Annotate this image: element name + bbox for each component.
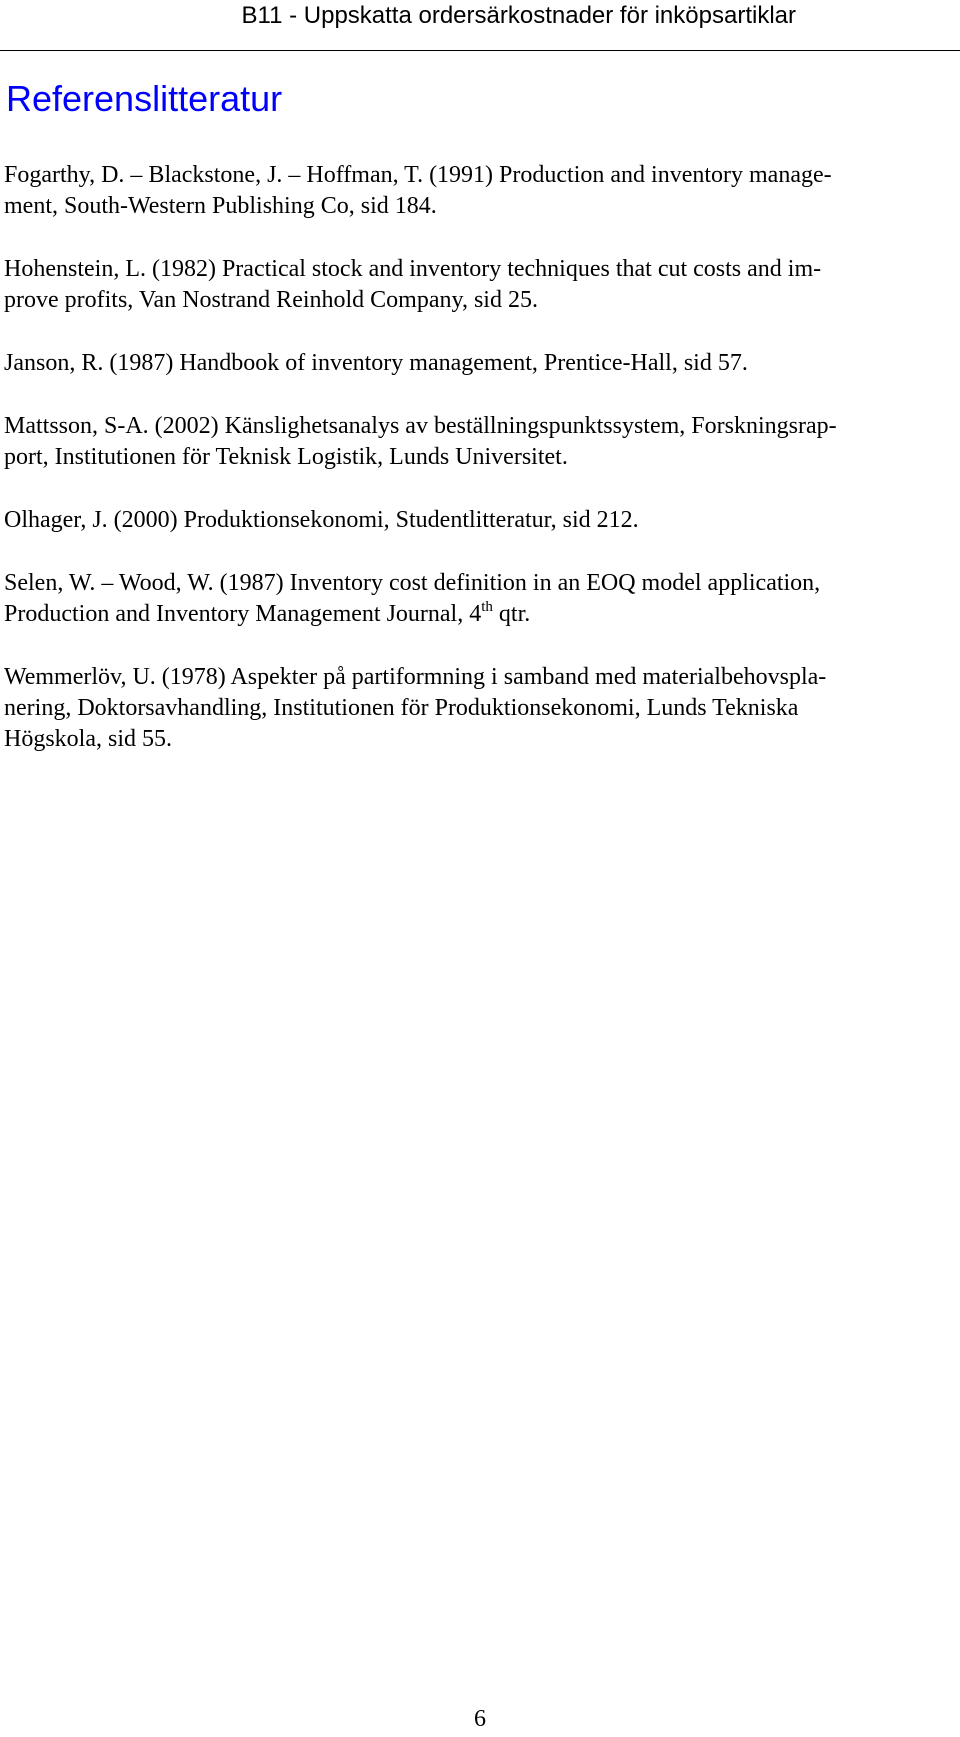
reference-line: Olhager, J. (2000) Produktionsekonomi, Studentlitteratur, sid 212. [4,507,639,533]
reference-mattsson [4,411,944,473]
reference-line: prove profits, Van Nostrand Reinhold Company, sid 25. [4,287,538,313]
page-header [0,0,960,51]
ordinal-superscript: th [481,599,493,615]
section-title: Referenslitteratur [6,78,283,119]
reference-line: ment, South-Western Publishing Co, sid 184. [4,193,437,219]
reference-line: Wemmerlöv, U. (1978) Aspekter på partiformning i samband med materialbehovspla- [4,664,827,690]
header-title: B11 - Uppskatta ordersärkostnader för inköpsartiklar [241,2,796,29]
reference-line-with-superscript [4,599,944,630]
reference-olhager [4,505,944,536]
reference-line: Selen, W. – Wood, W. (1987) Inventory cost definition in an EOQ model application, [4,570,821,596]
reference-list [4,160,944,787]
reference-line: Högskola, sid 55. [4,726,172,752]
reference-text: qtr. [492,601,531,627]
reference-line: Janson, R. (1987) Handbook of inventory management, Prentice-Hall, sid 57. [4,350,748,376]
reference-janson [4,348,944,379]
reference-hohenstein [4,254,944,316]
reference-text: Production and Inventory Management Journal, 4 [4,601,482,627]
reference-line: port, Institutionen för Teknisk Logistik, Lunds Universitet. [4,444,568,470]
reference-line: nering, Doktorsavhandling, Institutionen för Produktionsekonomi, Lunds Tekniska [4,695,799,721]
reference-line: Fogarthy, D. – Blackstone, J. – Hoffman, T. (1991) Production and inventory manage- [4,162,832,188]
reference-line: Mattsson, S-A. (2002) Känslighetsanalys av beställningspunktssystem, Forskningsrap- [4,413,837,439]
reference-line: Hohenstein, L. (1982) Practical stock and inventory techniques that cut costs and im- [4,256,822,282]
reference-selen-wood [4,568,944,630]
reference-wemmerlov [4,662,944,755]
page-number: 6 [474,1706,486,1732]
reference-fogarthy [4,160,944,222]
